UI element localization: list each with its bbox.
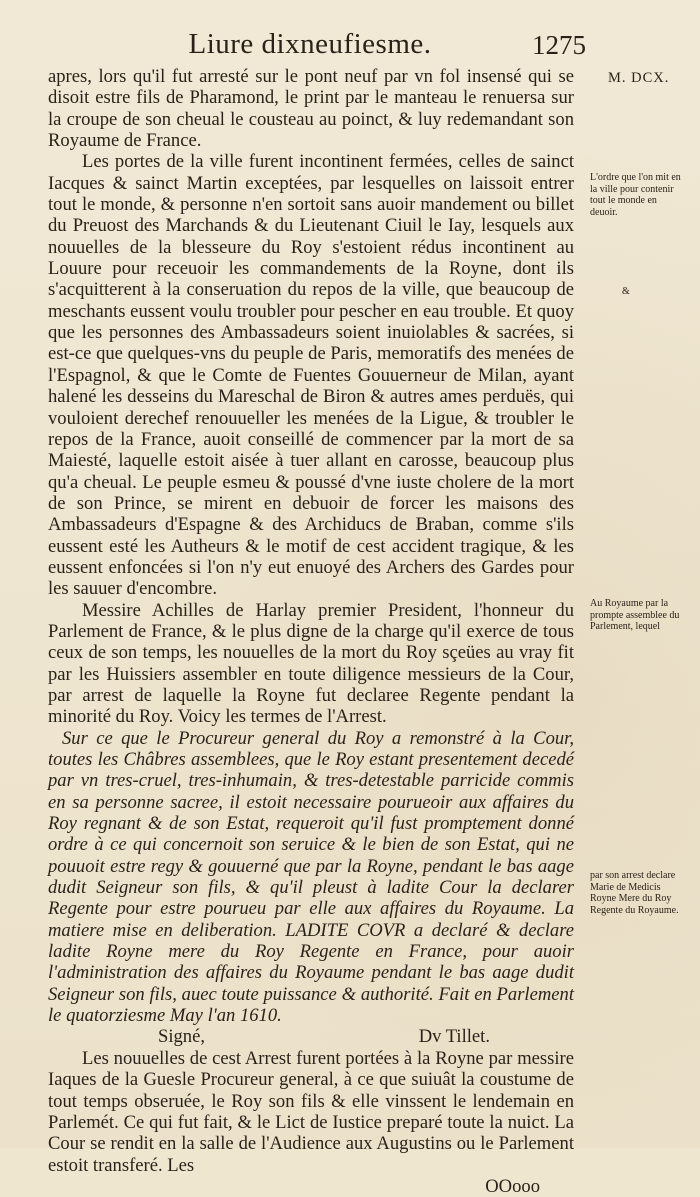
signed-label: Signé, [158, 1026, 206, 1048]
paragraph-3: Messire Achilles de Harlay premier President, l'honneur du Parlement de France, & le plus digne de la charge qu'il exerce de tous ceux de son temps, les nouuelles de la mort du Roy sçeües au vray fit par les Huissiers assembler en toute diligence messieurs de la Cour, par arrest de laquelle la Royne fut declaree Regente pendant la minorité du Roy. Voicy les termes de l'Arrest. [48, 599, 574, 728]
page-number: 1275 [532, 30, 586, 60]
paragraph-2: Les portes de la ville furent incontinent fermées, celles de sainct Iacques & sainct Martin exceptées, par lesquelles on laissoit entrer tout le monde, & personne n'en sortoit sans auoir mandement ou billet du Preuost des Marchands & du Lieutenant Ciuil le Iay, lesquels aux nouuelles de la blesseure du Roy s'estoient rédus incontinent au Louure pour receuoir les commandements de la Royne, dont ils s'acquitterent à la conseruation du repos de la ville, que beaucoup de meschants eussent voulu troubler pour pescher en eau trouble. Et quoy que les personnes des Ambassadeurs soient inuiolables & sacrées, si est-ce que quelques-vns du peuple de Paris, memoratifs des menées de l'Espagnol, & que le Comte de Fuentes Gouuerneur de Milan, ayant halené les desseins du Mareschal de Biron & autres ames perduës, qui vouloient derechef renouueller les menées de la Ligue, & troubler le repos de la France, auoit conseillé de commencer par la mort de sa Maiesté, laquelle estoit aisée à tuer allant en carosse, beaucoup plus qu'a cheual. Le peuple esmeu & poussé d'vne iuste cholere de la mort de son Prince, se mirent en debuoir de forcer les maisons des Ambassadeurs d'Espagne & des Archiducs de Braban, comme s'ils eussent esté les Autheurs & le motif de cest accident tragique, & les eussent enfoncées si l'on n'y eut enuoyé des Archers des Gardes pour les sauuer d'encombre. [48, 151, 574, 600]
margin-year: M. DCX. [608, 70, 670, 86]
signatory-name: Dv Tillet. [418, 1026, 490, 1048]
margin-note-arrest: par son arrest declare Marie de Medicis Royne Mere du Roy Regente du Royaume. [590, 870, 679, 916]
margin-note-royaume: Au Royaume par la prompte assemblee du Parlement, lequel [590, 598, 680, 632]
paragraph-1: apres, lors qu'il fut arresté sur le pont neuf par vn fol insensé qui se disoit estre fils de Pharamond, le print par le manteau le renuersa sur la croupe de son cheual le cousteau au poinct, & luy redemandant son Royaume de France. [48, 66, 574, 152]
paragraph-closing: Les nouuelles de cest Arrest furent portées à la Royne par messire Iaques de la Guesle Procureur general, à ce que suiuât la coustume de tout temps obseruée, le Roy son fils & elle vinssent le lendemain en Parlemét. Ce qui fut fait, & le Lict de Iustice preparé toute la nuict. La Cour se rendit en la salle de l'Audience aux Augustins ou le Parlement estoit transferé. Les [48, 1047, 574, 1176]
running-head: Liure dixneufiesme. [188, 28, 432, 60]
signature-line [48, 1026, 574, 1047]
arrest-text: Sur ce que le Procureur general du Roy a remonstré à la Cour, toutes les Châbres assemblees, que le Roy estant presentement decedé par vn tres-cruel, tres-inhumain, & tres-detestable parricide commis en sa personne sacree, il estoit necessaire pourueoir aux affaires du Roy regnant & de son Estat, requeroit qu'il fust promptement donné ordre à ce qui concernoit son seruice & le bien de son Estat, qui ne pouuoit estre regy & gouuerné que par la Royne, pendant le bas aage dudit Seigneur son fils, & qu'il pleust à ladite Cour la declarer Regente pour estre pourueu par elle aux affaires du Royaume. La matiere mise en deliberation. LADITE COVR a declaré & declare ladite Royne mere du Roy Regente en France, pour auoir l'administration des affaires du Royaume pendant le bas aage dudit Seigneur son fils, auec toute puissance & authorité. Fait en Parlement le quatorziesme May l'an 1610. [48, 727, 574, 1027]
margin-note-order: L'ordre que l'on mit en la ville pour contenir tout le monde en deuoir. [590, 172, 681, 218]
catchword: OOooo [485, 1175, 540, 1197]
margin-mark: & [622, 286, 630, 297]
main-text [48, 66, 574, 1197]
